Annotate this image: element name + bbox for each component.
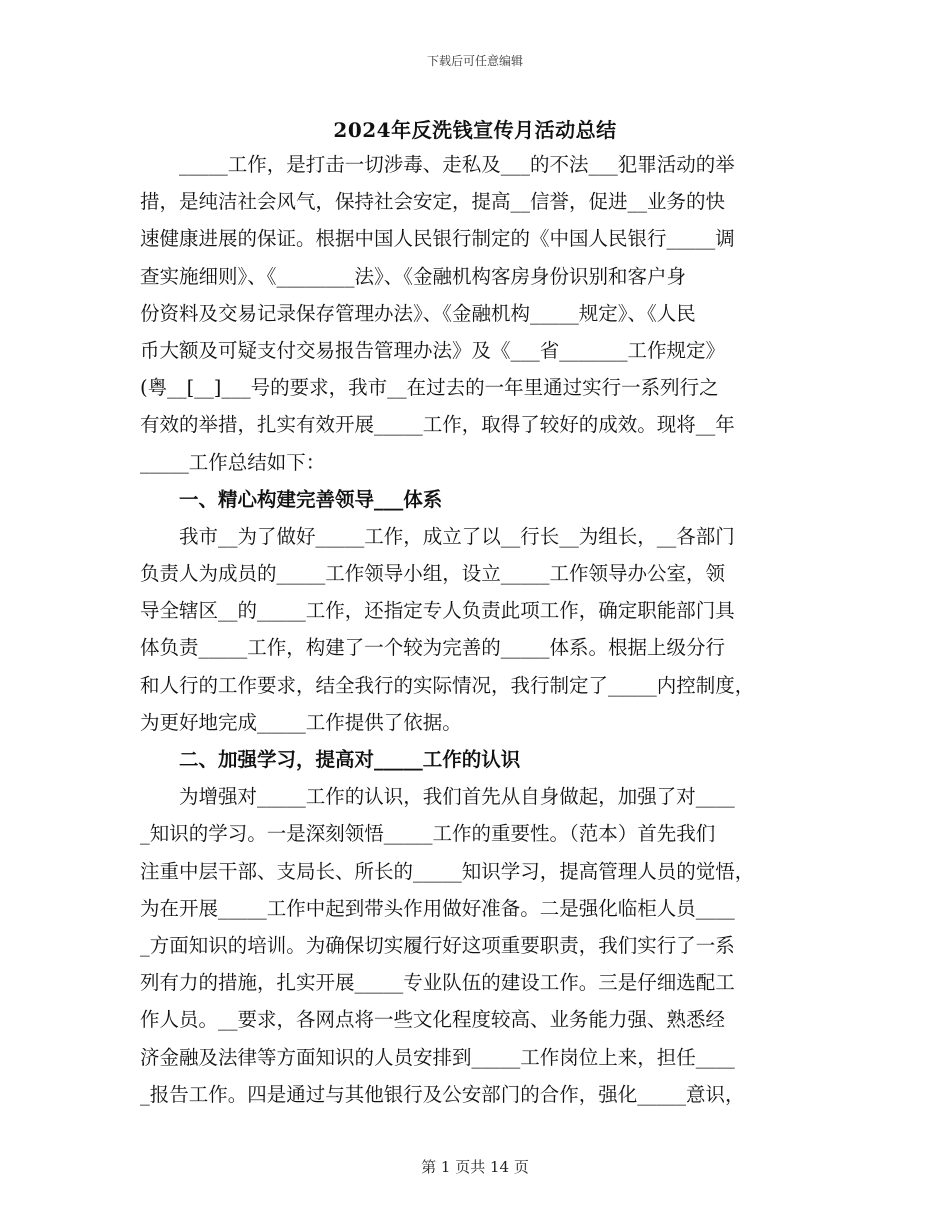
- paragraph-line: _____工作，是打击一切涉毒、走私及___的不法___犯罪活动的举: [179, 153, 735, 176]
- paragraph-line: 体负责_____工作，构建了一个较为完善的_____体系。根据上级分行: [140, 636, 726, 660]
- paragraph-line: _知识的学习。一是深刻领悟_____工作的重要性。（范本）首先我们: [140, 822, 716, 846]
- paragraph-line: 查实施细则》、《________法》、《金融机构客房身份识别和客户身: [140, 264, 687, 288]
- paragraph-line: 为增强对_____工作的认识，我们首先从自身做起，加强了对____: [179, 785, 735, 809]
- document-title: 2024年反洗钱宣传月活动总结: [333, 118, 617, 142]
- paragraph-line: 注重中层干部、支局长、所长的_____知识学习，提高管理人员的觉悟，: [140, 859, 755, 883]
- section-heading-2: 二、加强学习，提高对_____工作的认识: [179, 748, 521, 771]
- paragraph-line: 币大额及可疑支付交易报告管理办法》及《___省_______工作规定》: [140, 338, 726, 362]
- paragraph-line: (粤__[__]___号的要求，我市__在过去的一年里通过实行一系列行之: [140, 376, 719, 400]
- paragraph-line: 列有力的措施，扎实开展_____专业队伍的建设工作。三是仔细选配工: [140, 971, 735, 995]
- paragraph-line: _方面知识的培训。为确保切实履行好这项重要职责，我们实行了一系: [140, 933, 735, 957]
- paragraph-line: _报告工作。四是通过与其他银行及公安部门的合作，强化_____意识，: [140, 1082, 745, 1106]
- paragraph-line: 有效的举措，扎实有效开展_____工作，取得了较好的成效。现将__年: [140, 413, 735, 437]
- paragraph-line: 济金融及法律等方面知识的人员安排到_____工作岗位上来，担任____: [140, 1045, 735, 1069]
- paragraph-line: 措，是纯洁社会风气，保持社会安定，提高__信誉，促进__业务的快: [140, 190, 726, 214]
- paragraph-line: 我市__为了做好_____工作，成立了以__行长__为组长，__各部门: [179, 524, 735, 548]
- paragraph-line: 作人员。__要求，各网点将一些文化程度较高、业务能力强、熟悉经: [140, 1008, 726, 1032]
- paragraph-line: 和人行的工作要求，结全我行的实际情况，我行制定了_____内控制度，: [140, 673, 755, 697]
- paragraph-line: 为更好地完成_____工作提供了依据。: [140, 710, 462, 734]
- page-header: 下载后可任意编辑: [426, 54, 523, 68]
- paragraph-line: _____工作总结如下：: [140, 450, 326, 474]
- document-body: [140, 146, 812, 1113]
- paragraph-line: 速健康进展的保证。根据中国人民银行制定的《中国人民银行_____调: [140, 227, 735, 251]
- paragraph-line: 负责人为成员的_____工作领导小组，设立_____工作领导办公室，领: [140, 562, 726, 586]
- paragraph-line: 份资料及交易记录保存管理办法》、《金融机构_____规定》、《人民: [140, 301, 696, 325]
- paragraph-line: 导全辖区__的_____工作，还指定专人负责此项工作，确定职能部门具: [140, 599, 735, 623]
- page-footer: 第 1 页共 14 页: [421, 1158, 529, 1176]
- paragraph-line: 为在开展_____工作中起到带头作用做好准备。二是强化临柜人员____: [140, 896, 735, 920]
- section-heading-1: 一、精心构建完善领导___体系: [179, 487, 443, 511]
